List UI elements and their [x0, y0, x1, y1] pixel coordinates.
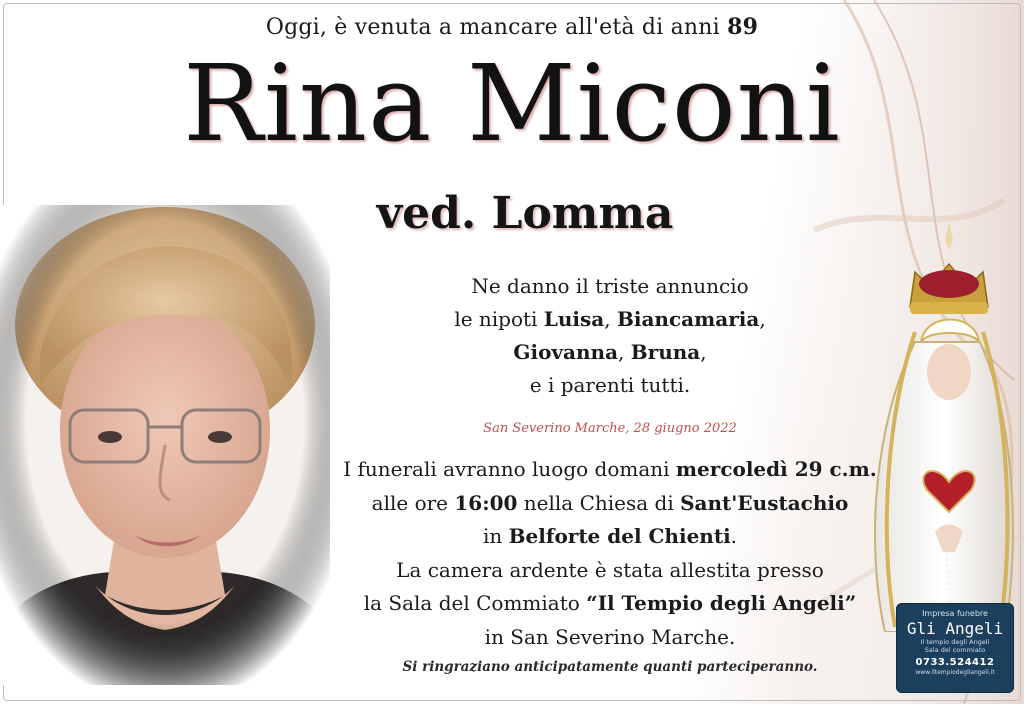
funeral-text: I funerali avranno luogo domani	[343, 457, 670, 481]
funeral-line-1	[310, 453, 910, 487]
funeral-details	[310, 453, 910, 654]
funeral-line-4: La camera ardente è stata allestita presso	[396, 557, 824, 582]
intro-line	[0, 14, 1024, 40]
place-date: San Severino Marche, 28 giugno 2022	[483, 421, 737, 436]
funeral-line-2	[310, 487, 910, 521]
married-name: ved. Lomma	[376, 188, 674, 239]
funeral-text: alle ore	[371, 490, 449, 515]
relative-name: Biancamaria	[616, 307, 760, 331]
logo-website: www.iltempiodegliangeli.it	[915, 669, 995, 676]
funeral-text: la Sala del Commiato	[363, 591, 580, 615]
announcement-line-3: Giovanna, Bruna,	[513, 340, 707, 364]
announcement-line-2: le nipoti Luisa, Biancamaria,	[454, 307, 766, 331]
funeral-text: in	[482, 524, 503, 548]
funeral-line-6: in San Severino Marche.	[484, 624, 736, 649]
logo-subtitle-2: Sala del commiato	[924, 646, 986, 654]
funeral-line-3: in Belforte del Chienti.	[482, 524, 738, 548]
deceased-name: Rina Miconi	[183, 42, 841, 165]
relative-name: Giovanna	[513, 340, 619, 364]
funeral-time: 16:00	[454, 490, 518, 515]
announcement-line-1: Ne danno il triste annuncio	[471, 274, 749, 298]
logo-subtitle-1: Il tempio degli Angeli	[920, 638, 990, 646]
church-name: Sant'Eustachio	[680, 490, 849, 515]
funeral-date: mercoledì 29 c.m.	[675, 457, 877, 481]
announcement-prefix: le nipoti	[454, 307, 538, 331]
venue-name: “Il Tempio degli Angeli”	[586, 591, 857, 615]
logo-phone: 0733.524412	[915, 657, 995, 668]
age-value: 89	[727, 14, 759, 40]
announcement-line-4: e i parenti tutti.	[529, 373, 691, 397]
relative-name: Luisa	[543, 307, 605, 331]
portrait-photo	[0, 205, 330, 685]
funeral-text: nella Chiesa di	[523, 490, 674, 515]
logo-brand: Gli Angeli	[906, 619, 1004, 638]
relative-name: Bruna	[630, 340, 701, 364]
intro-text: Oggi, è venuta a mancare all'età di anni	[265, 15, 720, 40]
funeral-line-5	[310, 587, 910, 621]
funeral-home-logo	[896, 603, 1014, 693]
funeral-town: Belforte del Chienti	[508, 524, 731, 548]
thanks-line: Si ringraziano anticipatamente quanti parteciperanno.	[402, 659, 818, 675]
madonna-statue-image	[855, 222, 1024, 632]
announcement-block	[410, 270, 810, 402]
logo-tagline: Impresa funebre	[922, 609, 988, 618]
